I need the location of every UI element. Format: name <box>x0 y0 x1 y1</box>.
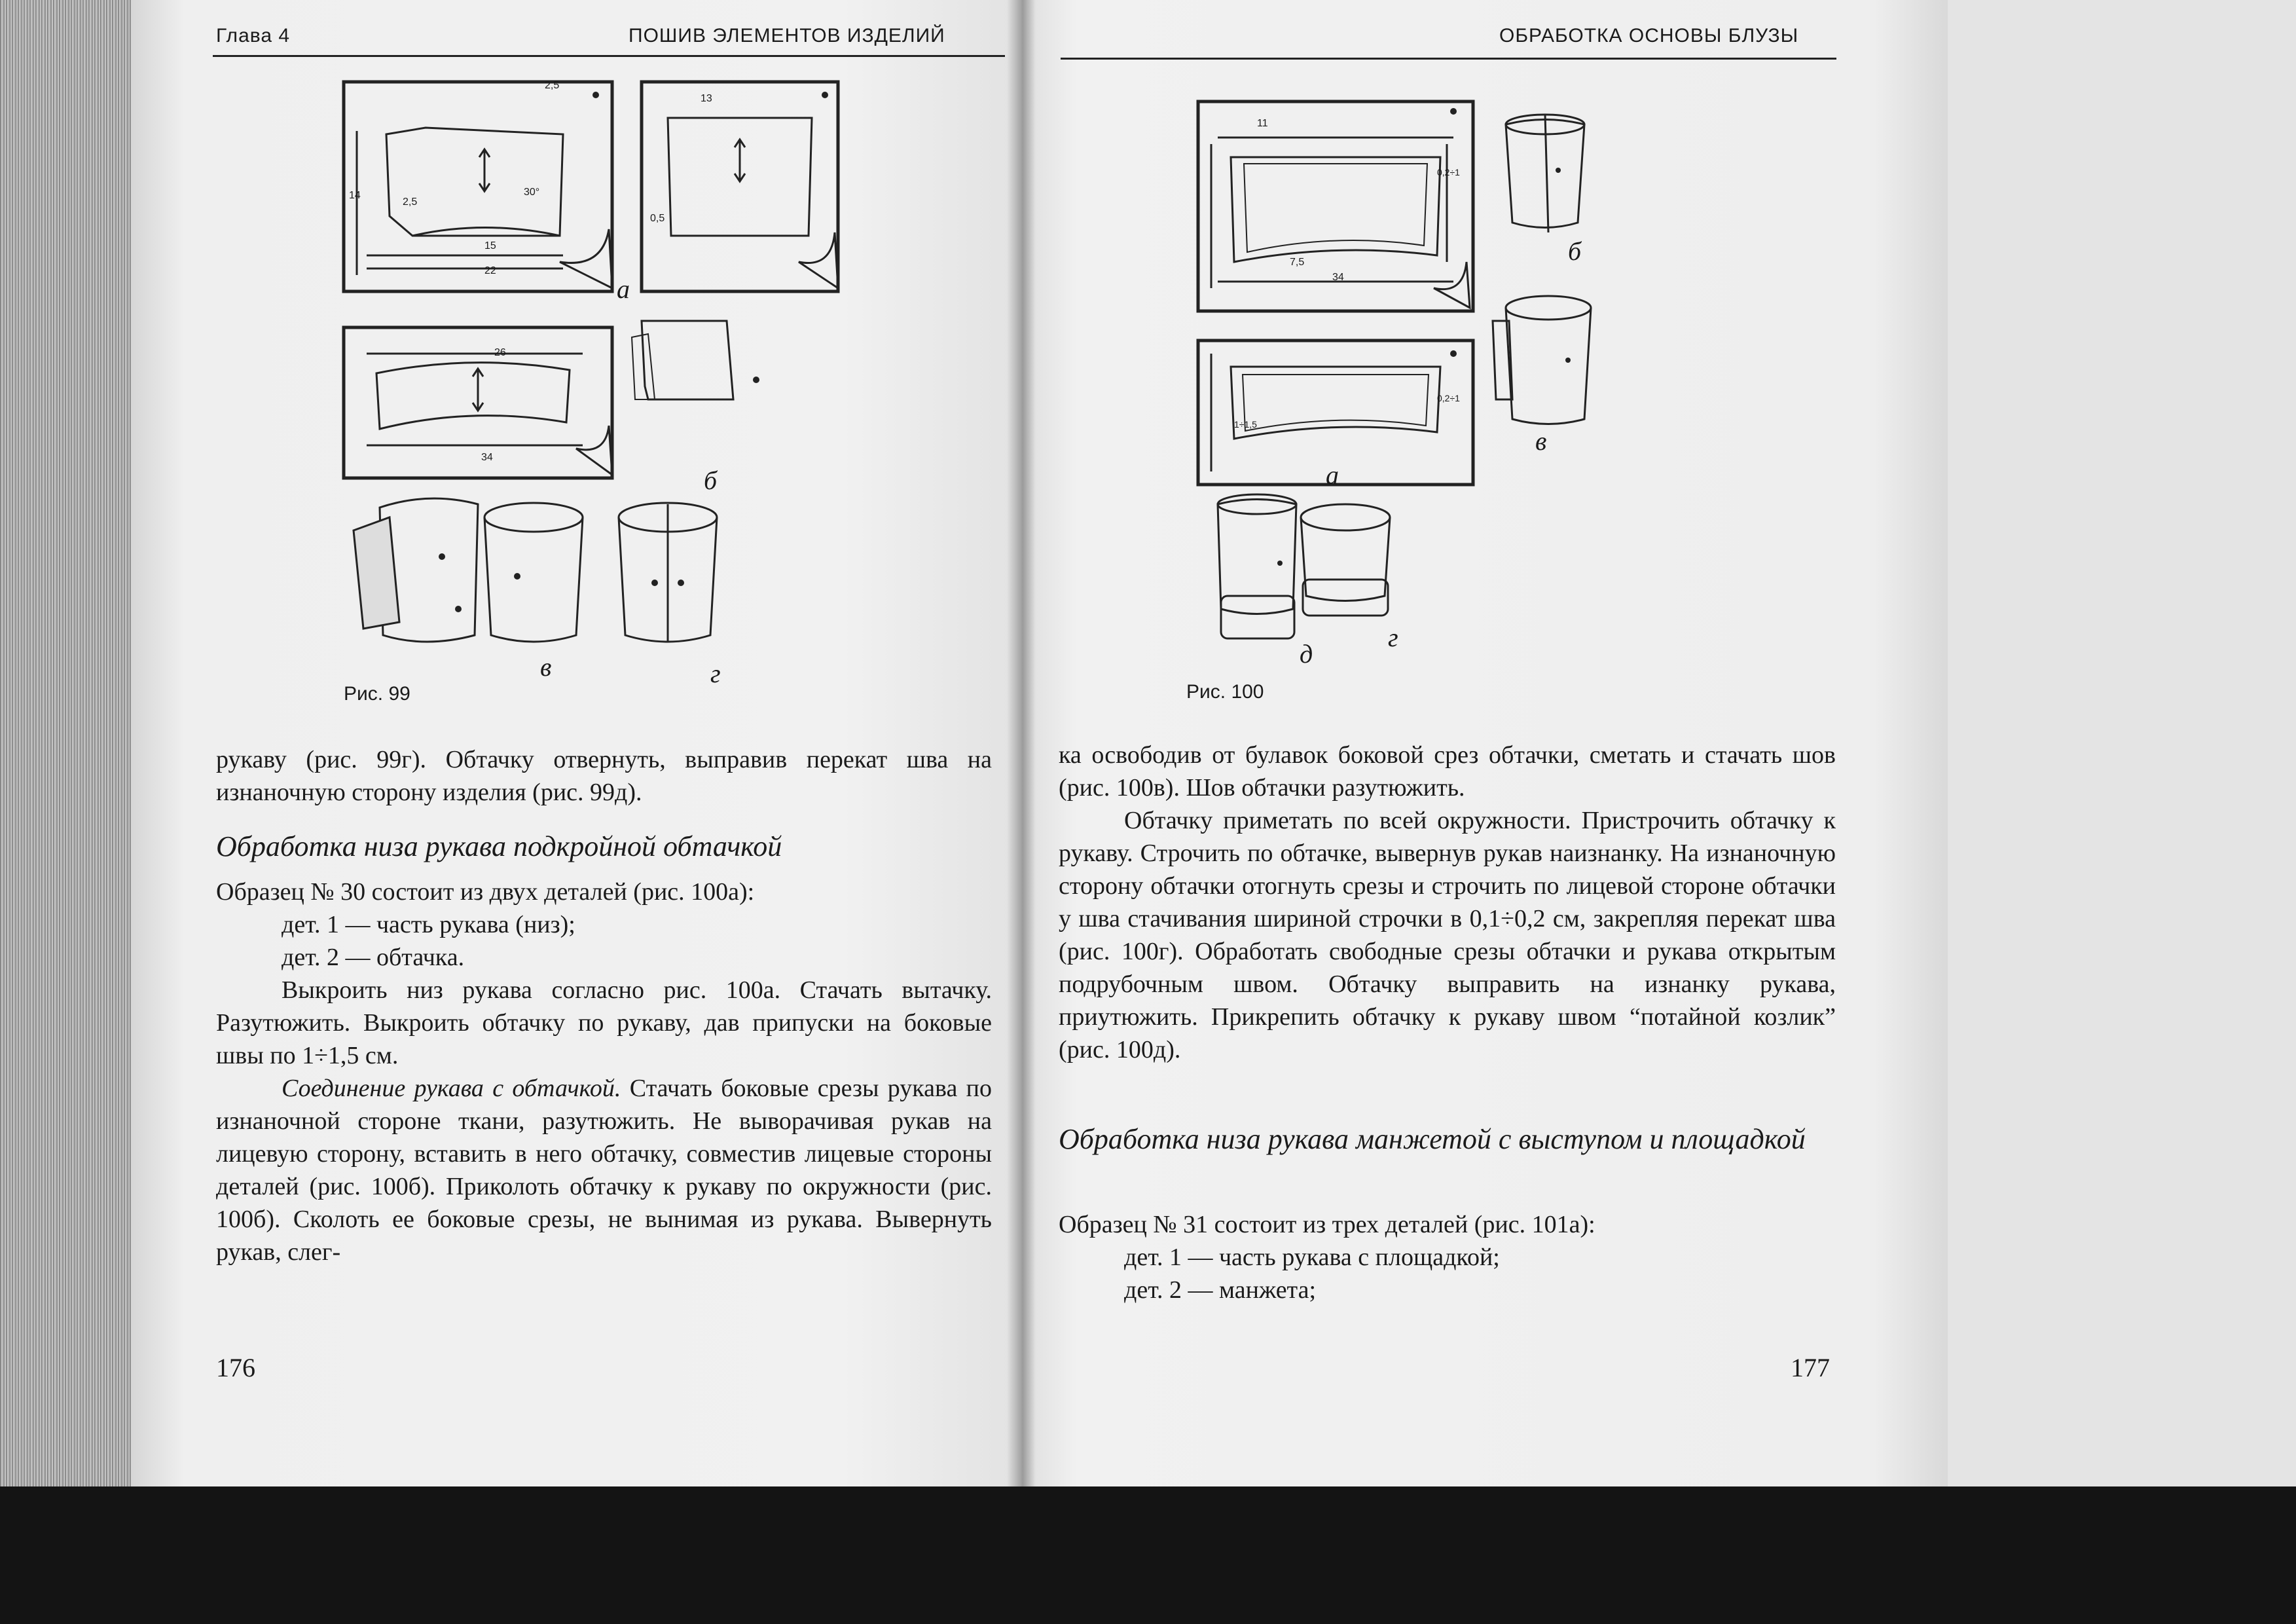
right-section-heading: Обработка низа рукава манжетой с выступом и площадкой <box>1059 1123 1806 1155</box>
left-continuation: рукаву (рис. 99г). Обтачку отвернуть, выправив перекат шва на изнаночную сторону изделия (рис. 99д). <box>216 746 992 806</box>
left-section-heading: Обработка низа рукава подкройной обтачкой <box>216 830 782 862</box>
scanner-bed <box>0 1486 2296 1624</box>
fig100-label-v: в <box>1535 426 1547 456</box>
sample-intro: Образец № 31 состоит из трех деталей (рис. 101а): <box>1059 1211 1595 1238</box>
dim-label: 30° <box>524 187 540 198</box>
paragraph-subheading: Соединение рукава с обтачкой. <box>282 1075 621 1102</box>
page-edges-left <box>0 0 131 1486</box>
list-item: дет. 2 — обтачка. <box>282 944 465 971</box>
dim-label: 7,5 <box>1290 257 1305 268</box>
page-edge-right <box>1948 0 2296 1486</box>
fig99-label-v: в <box>540 652 552 682</box>
paragraph <box>216 1072 992 1268</box>
paragraph-text: Стачать боковые срезы рукава по изнаночной стороне ткани, разутюжить. Не выворачивая рукав на лицевую сторону, вставить в него обтачку, совместив лицевые стороны деталей (рис. 100б). Приколоть обтачку к рукаву по окружности (рис. 100б). Сколоть ее боковые срезы, не вынимая из рукава. Вывернуть рукав, слег- <box>216 1075 993 1266</box>
dim-label: 11 <box>1257 118 1268 129</box>
list-item: дет. 1 — часть рукава с площадкой; <box>1124 1244 1500 1271</box>
dim-label: 14 <box>349 190 361 201</box>
fig100-label-b: б <box>1568 236 1582 266</box>
dim-label: 26 <box>494 347 506 358</box>
fig99-label-a: а <box>617 274 630 304</box>
dim-label: 15 <box>484 240 496 251</box>
dim-label: 22 <box>484 265 496 276</box>
fig99-caption: Рис. 99 <box>344 683 410 705</box>
right-body-2 <box>1059 1208 1836 1306</box>
sample-intro: Образец № 30 состоит из двух деталей (рис. 100а): <box>216 878 755 906</box>
dim-label: 1÷1,5 <box>1234 419 1257 430</box>
fig100-caption: Рис. 100 <box>1186 681 1264 703</box>
left-body <box>216 876 992 1268</box>
left-running-title: ПОШИВ ЭЛЕМЕНТОВ ИЗДЕЛИЙ <box>629 25 945 46</box>
page-number-right: 177 <box>1791 1353 1830 1382</box>
right-header-rule <box>1061 58 1836 60</box>
figure-99 <box>327 72 995 707</box>
dim-label: 2,5 <box>403 196 418 208</box>
figure-100 <box>1192 92 1846 681</box>
dim-label: 13 <box>701 93 712 104</box>
fig100-label-g: г <box>1388 623 1398 652</box>
left-header-rule <box>213 55 1005 57</box>
dim-label: 0,2÷1 <box>1437 167 1460 177</box>
list-item: дет. 1 — часть рукава (низ); <box>282 911 575 938</box>
paragraph: Выкроить низ рукава согласно рис. 100а. Стачать вытачку. Разутюжить. Выкроить обтачку по рукаву, дав припуски на боковые швы по 1÷1,5 см. <box>216 976 992 1069</box>
fig100-label-a: а <box>1326 460 1339 490</box>
fig99-label-g: г <box>710 659 721 688</box>
fig99-panel-a2 <box>642 82 838 291</box>
dim-label: 2,5 <box>545 80 560 91</box>
right-running-title: ОБРАБОТКА ОСНОВЫ БЛУЗЫ <box>1499 25 1799 46</box>
paragraph: ка освободив от булавок боковой срез обтачки, сметать и стачать шов (рис. 100в). Шов обтачки разутюжить. <box>1059 741 1836 802</box>
chapter-label: Глава 4 <box>216 25 291 46</box>
right-body <box>1059 739 1836 1066</box>
fig99-label-b: б <box>704 466 718 495</box>
dim-label: 34 <box>481 452 493 463</box>
dim-label: 0,5 <box>650 213 665 224</box>
fig100-label-d: д <box>1300 639 1313 669</box>
page-number-left: 176 <box>216 1353 255 1382</box>
dim-label: 0,2÷1 <box>1437 393 1460 403</box>
dim-label: 34 <box>1332 272 1344 283</box>
book-spine-shadow <box>1007 0 1036 1486</box>
list-item: дет. 2 — манжета; <box>1124 1276 1317 1304</box>
paragraph: Обтачку приметать по всей окружности. Пристрочить обтачку к рукаву. Строчить по обтачке, вывернув рукав наизнанку. На изнаночную сторону обтачки отогнуть срезы и строчить по лицевой стороне обтачки у шва стачивания шириной строчки в 0,1÷0,2 см, закрепляя перекат шва (рис. 100г). Обработать свободные срезы обтачки и рукава открытым подрубочным швом. Обтачку выправить на изнанку рукава, приутюжить. Прикрепить обтачку к рукаву швом “потайной козлик” (рис. 100д). <box>1059 807 1836 1063</box>
fig99-panel-a1 <box>344 82 612 291</box>
